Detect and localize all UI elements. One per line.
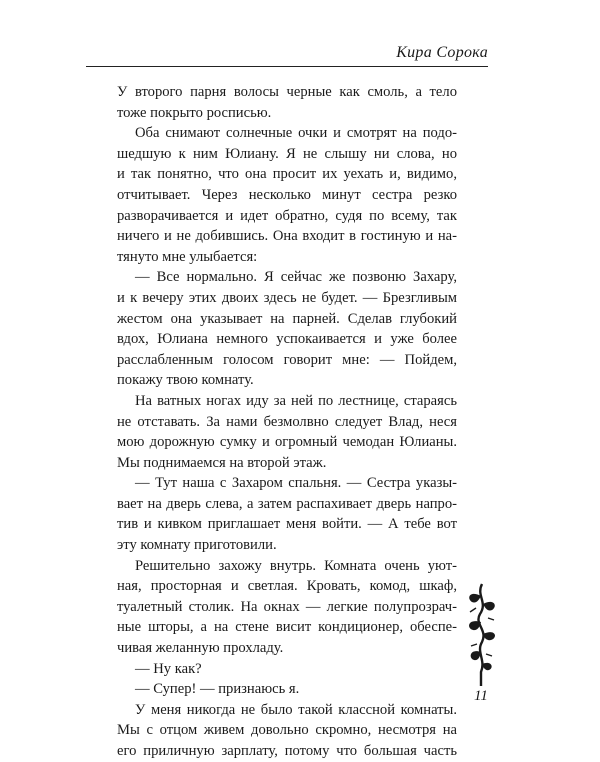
text-line: ничего и не добившись. Она входит в гостиную и на- — [117, 228, 457, 245]
text-line: эту комнату приготовили. — [117, 537, 277, 554]
text-line: — Все нормально. Я сейчас же позвоню Захару, — [135, 269, 457, 286]
text-line: — Тут наша с Захаром спальня. — Сестра указы- — [135, 475, 457, 492]
text-line: разворачивается и идет обратно, судя по всему, так — [117, 207, 457, 224]
text-line: его приличную зарплату, потому что большая часть — [117, 743, 457, 759]
text-line: Мы с отцом живем довольно скромно, несмотря на — [117, 722, 457, 739]
text-line: ные шторы, а на стене висит кондиционер, обеспе- — [117, 619, 457, 636]
text-line: чивая желанную прохладу. — [117, 640, 284, 657]
text-line: и так понятно, что она просит их уехать и, видимо, — [117, 166, 457, 183]
text-line: шедшую к ним Юлиану. Я не слышу ни слова, но — [117, 145, 457, 162]
text-line: покажу твою комнату. — [117, 372, 254, 389]
text-line: тянуто мне улыбается: — [117, 248, 258, 265]
text-line: Оба снимают солнечные очки и смотрят на подо- — [135, 125, 457, 142]
text-line: вает на дверь слева, а затем распахивает дверь напро- — [117, 495, 457, 512]
text-line: У второго парня волосы черные как смоль, а тело — [117, 84, 457, 100]
text-line: тив и кивком приглашает меня войти. — А тебе вот — [117, 516, 457, 533]
text-line: туалетный столик. На окнах — легкие полупрозрач- — [117, 598, 457, 615]
text-line: отчитывает. Через несколько минут сестра резко — [117, 186, 457, 203]
page-body-text — [117, 82, 457, 762]
text-line: Мы поднимаемся на второй этаж. — [117, 454, 327, 471]
text-line: На ватных ногах иду за ней по лестнице, стараясь — [135, 392, 457, 409]
text-line: и к вечеру этих двоих здесь не будет. — Брезгливым — [117, 289, 457, 306]
text-line: тоже покрыто росписью. — [117, 104, 272, 121]
text-line: Решительно захожу внутрь. Комната очень уют- — [135, 557, 457, 574]
text-line: мою дорожную сумку и огромный чемодан Юлианы. — [117, 434, 457, 451]
thorny-vine-ornament-icon — [462, 582, 502, 686]
text-line: — Ну как? — [135, 660, 202, 677]
header-divider — [86, 66, 488, 67]
text-line: У меня никогда не было такой классной комнаты. — [135, 701, 457, 718]
page-number: 11 — [474, 688, 488, 704]
running-header-author: Кира Сорока — [396, 44, 488, 61]
text-line: не отставать. За нами безмолвно следует Влад, неся — [117, 413, 457, 430]
text-line: вдох, Юлиана немного успокаивается и уже более — [117, 331, 457, 348]
text-line: жестом она указывает на парней. Сделав глубокий — [117, 310, 457, 327]
text-line: расслабленным голосом говорит мне: — Пойдем, — [117, 351, 457, 368]
text-line: ная, просторная и светлая. Кровать, комод, шкаф, — [117, 578, 457, 595]
text-line: — Супер! — признаюсь я. — [135, 681, 300, 698]
